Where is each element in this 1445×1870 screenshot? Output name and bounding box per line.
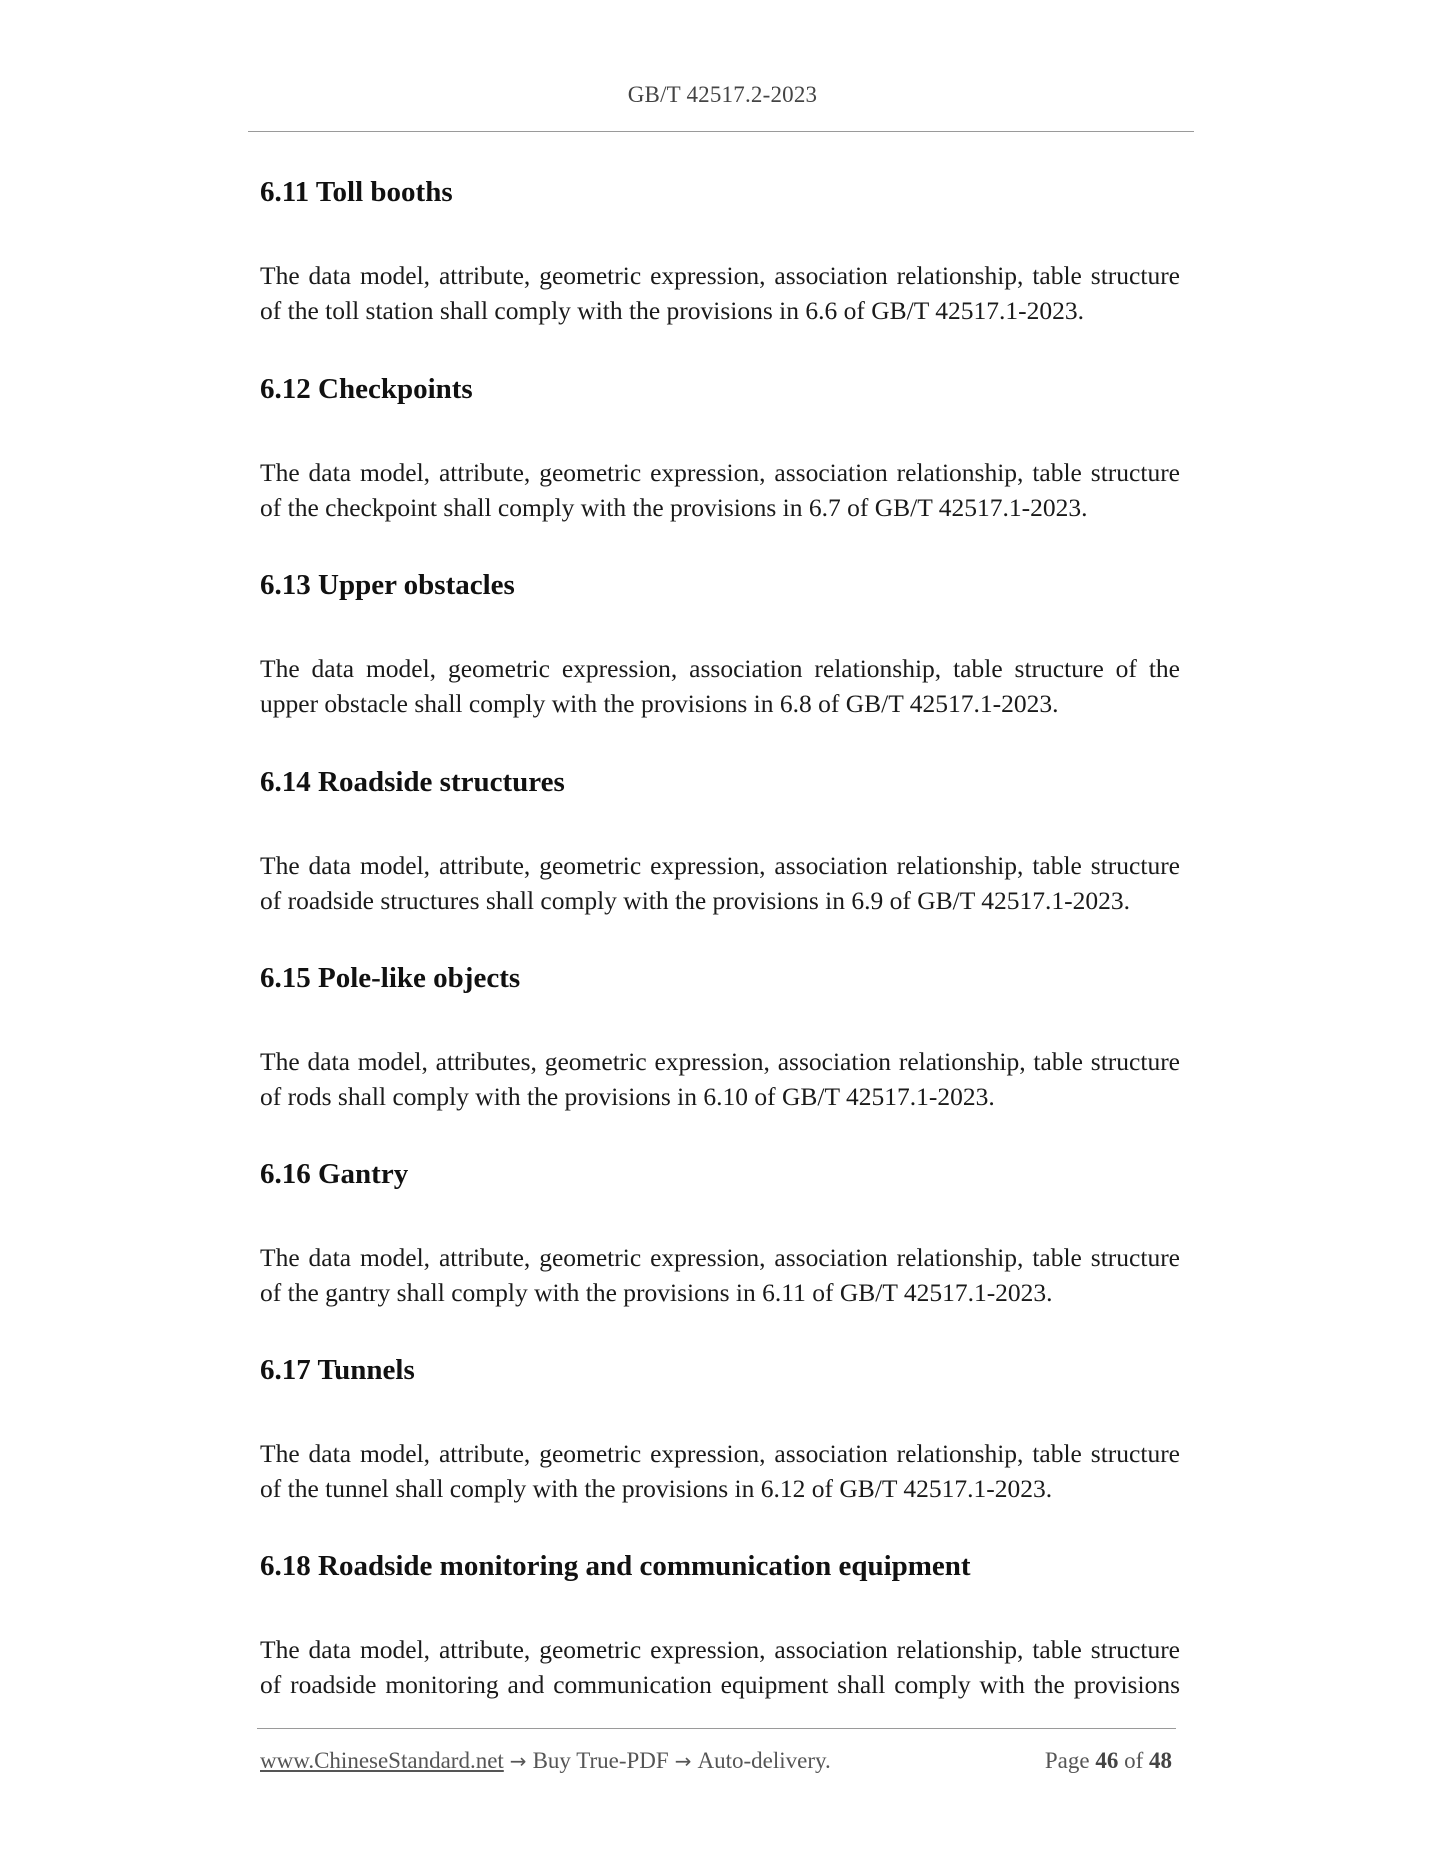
section-body-roadside-monitoring: The data model, attribute, geometric expression, association relationship, table structure of roadside monitoring and communication equipment shall comply with the provisions: [260, 1635, 1180, 1699]
section-body-tunnels: The data model, attribute, geometric expression, association relationship, table structure of the tunnel shall comply with the provisions in 6.12 of GB/T 42517.1-2023.: [260, 1439, 1180, 1503]
section-body-upper-obstacles: The data model, geometric expression, association relationship, table structure of the upper obstacle shall comply with the provisions in 6.8 of GB/T 42517.1-2023.: [260, 654, 1180, 718]
delivery-text: Auto-delivery.: [697, 1748, 831, 1773]
arrow-right-icon: →: [674, 1749, 692, 1773]
page-current: 46: [1095, 1748, 1119, 1773]
section-title-checkpoints: 6.12 Checkpoints: [260, 373, 473, 405]
section-title-toll-booths: 6.11 Toll booths: [260, 176, 453, 208]
page-header: GB/T 42517.2-2023: [627, 82, 818, 107]
section-title-upper-obstacles: 6.13 Upper obstacles: [260, 569, 515, 601]
section-title-roadside-monitoring: 6.18 Roadside monitoring and communication equipment: [260, 1550, 971, 1582]
section-title-tunnels: 6.17 Tunnels: [260, 1354, 415, 1386]
page-number: [1045, 1748, 1172, 1774]
section-title-pole-like-objects: 6.15 Pole-like objects: [260, 962, 521, 994]
page-total: 48: [1149, 1748, 1172, 1773]
page-of: of: [1124, 1748, 1144, 1773]
arrow-right-icon: →: [509, 1749, 527, 1773]
page-prefix: Page: [1044, 1748, 1090, 1773]
section-body-pole-like-objects: The data model, attributes, geometric expression, association relationship, table structure of rods shall comply with the provisions in 6.10 of GB/T 42517.1-2023.: [260, 1047, 1180, 1111]
section-title-gantry: 6.16 Gantry: [260, 1158, 409, 1190]
section-body-roadside-structures: The data model, attribute, geometric expression, association relationship, table structure of roadside structures shall comply with the provisions in 6.9 of GB/T 42517.1-2023.: [260, 851, 1180, 915]
header-divider: [248, 131, 1194, 132]
site-link[interactable]: www.ChineseStandard.net: [260, 1748, 504, 1773]
section-body-toll-booths: The data model, attribute, geometric expression, association relationship, table structure of the toll station shall comply with the provisions in 6.6 of GB/T 42517.1-2023.: [260, 261, 1180, 325]
footer-divider: [257, 1728, 1176, 1729]
buy-text: Buy True-PDF: [532, 1748, 669, 1773]
section-body-checkpoints: The data model, attribute, geometric expression, association relationship, table structure of the checkpoint shall comply with the provisions in 6.7 of GB/T 42517.1-2023.: [260, 458, 1180, 522]
section-title-roadside-structures: 6.14 Roadside structures: [260, 766, 565, 798]
section-body-gantry: The data model, attribute, geometric expression, association relationship, table structure of the gantry shall comply with the provisions in 6.11 of GB/T 42517.1-2023.: [260, 1243, 1180, 1307]
footer-promo: [260, 1748, 831, 1774]
